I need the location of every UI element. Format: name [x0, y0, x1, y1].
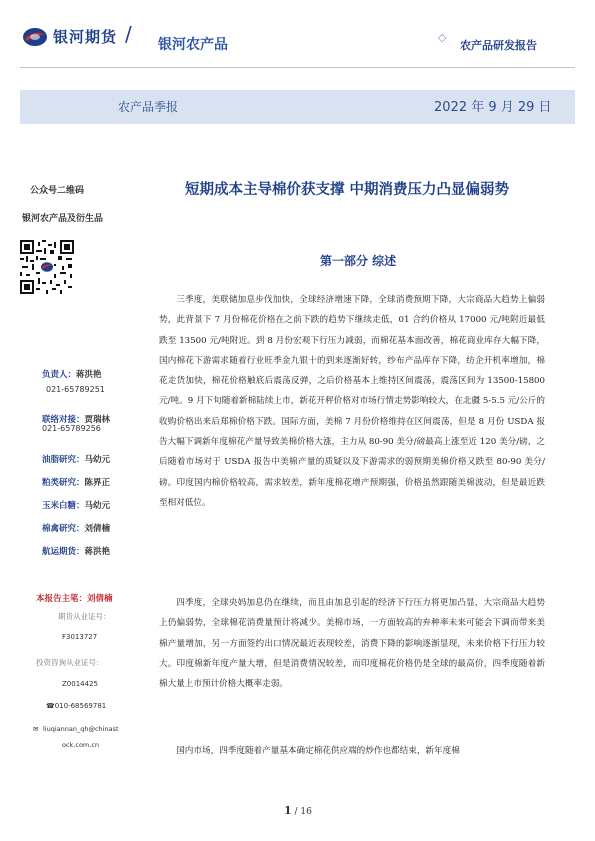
author-line	[36, 586, 113, 605]
contact-name: 贾瑞林	[84, 415, 111, 425]
paragraph-q4: 四季度，全球央妈加息仍在继续，而且由加息引起的经济下行压力将更加凸显，大宗商品大趋势上仍偏弱势，全球棉花消费量预计将减少。美棉市场，一方面较高的弃种率未来可能会下调而带来美棉产量增加，另一方面签约出口情况最近表现较差，消费下降的影响逐渐显现，未来价格下行压力较大。印度棉新年度产量大增，但是消费情况较差，而印度棉花价格仍是全球的最高价，四季度随着新棉大量上市预计价格大概率走弱。	[159, 598, 545, 690]
page-number	[284, 804, 312, 817]
analyst-row	[42, 493, 110, 512]
analyst-name: 马幼元	[84, 455, 111, 465]
logo-text: 银河期货	[53, 28, 118, 46]
advisory-number: Z0014425	[62, 680, 98, 688]
qualification-label: 期货从业证号：	[58, 612, 111, 621]
header-divider	[20, 67, 575, 68]
advisory-label: 投资咨询从业证号：	[36, 658, 104, 667]
analyst-name: 陈界正	[84, 478, 111, 488]
page-current: 1	[284, 804, 292, 817]
qr-caption-2: 银河农产品及衍生品	[22, 214, 104, 224]
analyst-row	[42, 447, 110, 466]
analyst-name: 蒋洪艳	[84, 547, 111, 557]
section-title: 第一部分 综述	[320, 254, 397, 268]
analyst-name: 马幼元	[84, 501, 111, 511]
analyst-row	[42, 516, 110, 535]
report-date: 2022 年 9 月 29 日	[434, 100, 552, 115]
email-line-1[interactable]: liuqiannan_qh@chinast	[43, 725, 119, 733]
qr-code-icon	[20, 240, 74, 294]
analyst-label: 玉米白糖：	[42, 501, 85, 511]
report-category: 农产品季报	[118, 100, 179, 114]
page-total: 16	[300, 807, 312, 817]
responsible-line	[42, 362, 102, 381]
page-separator: /	[291, 807, 301, 817]
paragraph-domestic: 国内市场，四季度随着产量基本确定棉花供应端的炒作也都结束，新年度棉	[176, 746, 460, 756]
responsible-name: 蒋洪艳	[76, 370, 102, 380]
email-icon: ✉	[33, 725, 39, 733]
analyst-label: 油脂研究：	[42, 455, 85, 465]
analyst-name: 刘倩楠	[84, 524, 111, 534]
contact-phone: 021-65789256	[42, 424, 101, 433]
analyst-label: 棉禽研究：	[42, 524, 85, 534]
responsible-phone: 021-65789251	[46, 385, 105, 394]
brand-subtitle: 银河农产品	[158, 37, 228, 53]
logo-divider: /	[125, 22, 132, 46]
contact-label: 联络对接：	[42, 415, 85, 425]
analyst-label: 粕类研究：	[42, 478, 85, 488]
report-type: 农产品研发报告	[460, 39, 537, 52]
analyst-row	[42, 470, 110, 489]
analyst-row	[42, 539, 110, 558]
qr-caption-1: 公众号二维码	[30, 186, 85, 196]
author-label: 本报告主笔：	[36, 594, 88, 604]
report-title: 短期成本主导棉价获支撑 中期消费压力凸显偏弱势	[185, 182, 510, 198]
diamond-icon: ◇	[438, 31, 447, 44]
email-line-2[interactable]: ock.com.cn	[62, 741, 100, 749]
analyst-label: 航运期货：	[42, 547, 85, 557]
qualification-number: F3013727	[62, 633, 98, 641]
responsible-label: 负责人：	[42, 370, 77, 380]
phone: ☎010-68569781	[46, 702, 107, 710]
galaxy-logo-icon	[22, 26, 48, 48]
paragraph-q3: 三季度，美联储加息步伐加快，全球经济增速下降，全球消费预期下降，大宗商品大趋势上偏弱势，此背景下 7 月份棉花价格在之前下跌的趋势下继续走低，01 合约价格从 17000 元/吨附近最低跌至 13500 元/吨附近。到 8 月份宏观下行压力减弱，而棉花基本面改善，棉花商业库存大幅下降，国内棉花下游需求随着行业旺季金九银十的到来逐渐好转，纱布产品库存下降，纺企开机率增加，棉花走货加快，棉花价格触底后震荡反弹，之后价格基本上维持区间震荡，震荡区间为 13500-15800 元/吨。9 月下旬随着新棉陆续上市，新花开秤价格对市场行情走势影响较大，在北疆 5-5.5 元/公斤的收购价格出来后郑棉价格下跌。国际方面，美棉 7 月份价格维持在区间震荡，但是 8 月份 USDA 报告大幅下调新年度棉花产量导致美棉价格大涨，主力从 80-90 美分/磅最高上涨至近 120 美分/磅，之后随着市场对于 USDA 报告中美棉产量的质疑以及下游需求的弱预期美棉价格又跌至 80-90 美分/磅。印度国内棉价格较高，需求较差，新年度棉花增产预期强，价格虽然跟随美棉波动，但是最近跌至相对低位。	[159, 295, 545, 508]
author-name: 刘倩楠	[87, 594, 113, 604]
